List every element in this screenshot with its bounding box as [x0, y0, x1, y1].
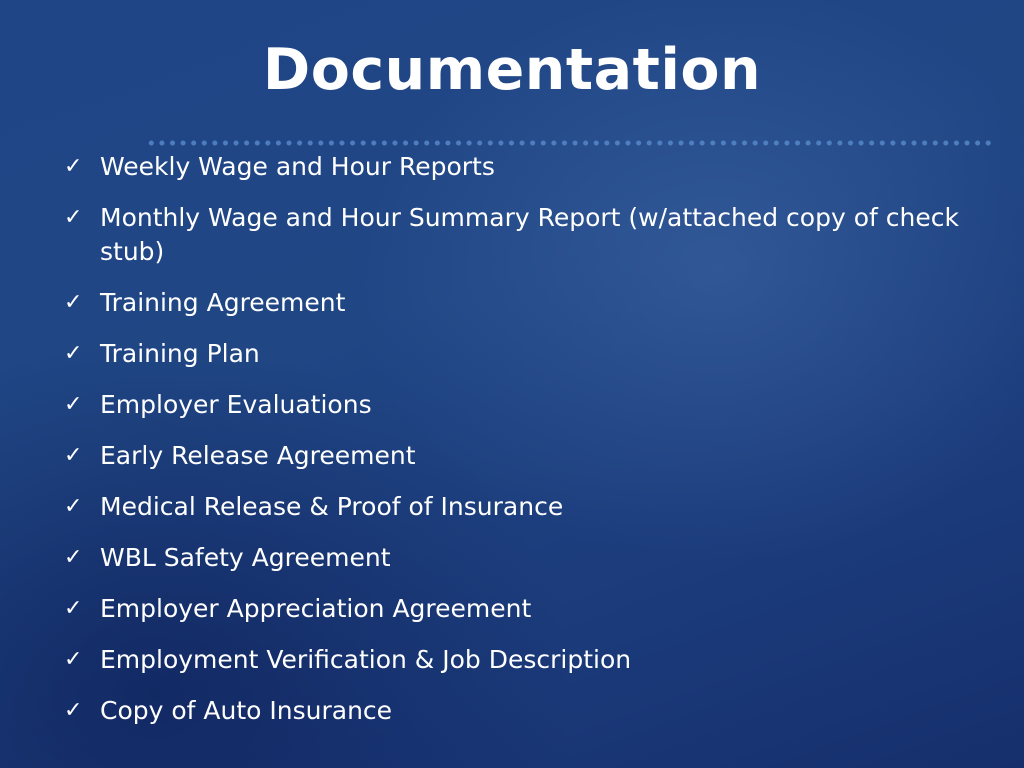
checkmark-icon: ✓: [64, 290, 83, 315]
list-item: [64, 201, 994, 269]
list-item-label: Monthly Wage and Hour Summary Report (w/attached copy of check stub): [100, 203, 959, 266]
checklist: [64, 150, 994, 745]
list-item: [64, 439, 994, 473]
list-item: [64, 592, 994, 626]
list-item: [64, 337, 994, 371]
list-item-label: Employment Verification & Job Description: [100, 645, 632, 674]
dotted-divider: [146, 138, 996, 148]
list-item: [64, 643, 994, 677]
list-item-label: Weekly Wage and Hour Reports: [100, 152, 495, 181]
slide-title: Documentation: [262, 37, 762, 103]
list-item-label: Copy of Auto Insurance: [100, 696, 393, 725]
list-item: [64, 490, 994, 524]
list-item: [64, 286, 994, 320]
list-item-label: Employer Appreciation Agreement: [100, 594, 532, 623]
list-item-label: Early Release Agreement: [100, 441, 416, 470]
checkmark-icon: ✓: [64, 443, 83, 468]
checkmark-icon: ✓: [64, 545, 83, 570]
checkmark-icon: ✓: [64, 494, 83, 519]
checkmark-icon: ✓: [64, 647, 83, 672]
list-item: [64, 150, 994, 184]
checkmark-icon: ✓: [64, 154, 83, 179]
list-item-label: Training Agreement: [100, 288, 346, 317]
checkmark-icon: ✓: [64, 596, 83, 621]
list-item-label: Employer Evaluations: [100, 390, 372, 419]
list-item-label: WBL Safety Agreement: [100, 543, 391, 572]
list-item-label: Training Plan: [100, 339, 260, 368]
checkmark-icon: ✓: [64, 341, 83, 366]
list-item: [64, 541, 994, 575]
list-item: [64, 388, 994, 422]
list-item: [64, 694, 994, 728]
checkmark-icon: ✓: [64, 392, 83, 417]
checkmark-icon: ✓: [64, 205, 83, 230]
list-item-label: Medical Release & Proof of Insurance: [100, 492, 564, 521]
checkmark-icon: ✓: [64, 698, 83, 723]
